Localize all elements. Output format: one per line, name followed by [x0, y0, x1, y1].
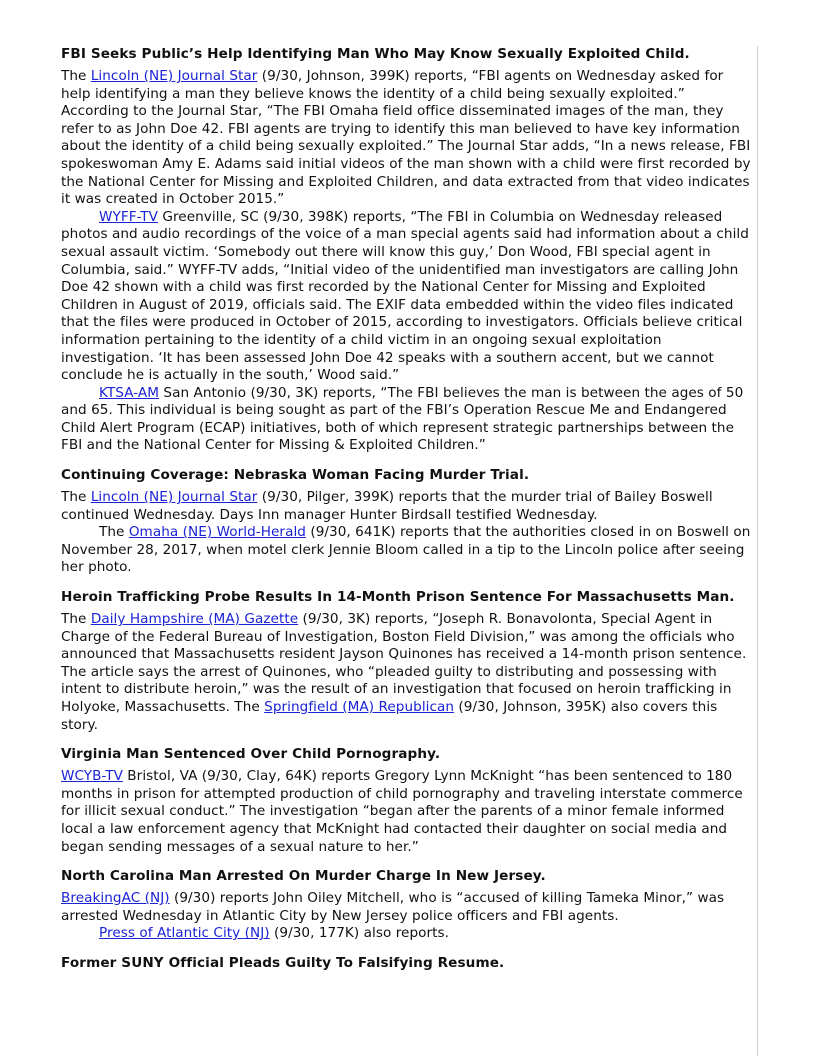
source-link[interactable]: Press of Atlantic City (NJ)	[99, 925, 270, 942]
article-paragraph: The Lincoln (NE) Journal Star (9/30, Johnson, 399K) reports, “FBI agents on Wednesday asked for help identifying a man they believe knows the identity of a child being sexually exploited.” According to the Journal Star, “The FBI Omaha field office disseminated images of the man, they refer to as John Doe 42. FBI agents are trying to identify this man believed to have key information about the identity of a child being sexually exploited.” The Journal Star adds, “In a news release, FBI spokeswoman Amy E. Adams said initial videos of the man shown with a child were first recorded by the National Center for Missing and Exploited Children, and data extracted from that video indicates it was created in October 2015.”	[61, 68, 751, 208]
source-link[interactable]: KTSA-AM	[99, 384, 160, 401]
article	[61, 467, 751, 577]
article-paragraph: The Lincoln (NE) Journal Star (9/30, Pilger, 399K) reports that the murder trial of Bailey Boswell continued Wednesday. Days Inn manager Hunter Birdsall testified Wednesday.	[61, 489, 713, 523]
source-link[interactable]: WYFF-TV	[99, 208, 158, 225]
article	[61, 46, 751, 455]
source-link[interactable]: Daily Hampshire (MA) Gazette	[90, 611, 299, 628]
source-link[interactable]: Lincoln (NE) Journal Star	[90, 489, 258, 506]
article	[61, 746, 751, 856]
article-headline: Virginia Man Sentenced Over Child Pornography.	[61, 746, 441, 763]
article-headline: North Carolina Man Arrested On Murder Charge In New Jersey.	[61, 868, 546, 885]
article-headline: FBI Seeks Public’s Help Identifying Man Who May Know Sexually Exploited Child.	[61, 46, 690, 62]
article-headline: Continuing Coverage: Nebraska Woman Facing Murder Trial.	[61, 467, 530, 484]
source-link[interactable]: Lincoln (NE) Journal Star	[90, 68, 258, 84]
article-headline: Former SUNY Official Pleads Guilty To Falsifying Resume.	[61, 954, 505, 971]
column-divider	[757, 46, 758, 1056]
article-paragraph: Press of Atlantic City (NJ) (9/30, 177K) also reports.	[99, 925, 450, 942]
article-paragraph: The Daily Hampshire (MA) Gazette (9/30, 3K) reports, “Joseph R. Bonavolonta, Special Agent in Charge of the Federal Bureau of Investigation, Boston Field Division,” was among the officials who announced that Massachusetts resident Jayson Quinones has received a 14-month prison sentence. The article says the arrest of Quinones, who “pleaded guilty to distributing and possessing with intent to distribute heroin,” was the result of an investigation that focused on heroin trafficking in Holyoke, Massachusetts. The Springfield (MA) Republican (9/30, Johnson, 395K) also covers this story.	[61, 611, 747, 733]
source-link[interactable]: Omaha (NE) World-Herald	[128, 524, 306, 541]
article	[61, 589, 751, 734]
article-paragraph: KTSA-AM San Antonio (9/30, 3K) reports, “The FBI believes the man is between the ages of 50 and 65. This individual is being sought as part of the FBI’s Operation Rescue Me and Endangered Child Alert Program (ECAP) initiatives, both of which represent strategic partnerships between the FBI and the National Center for Missing & Exploited Children.”	[61, 384, 744, 454]
news-clips-page	[61, 46, 751, 984]
source-link[interactable]: WCYB-TV	[61, 768, 123, 785]
article	[61, 868, 751, 943]
article-paragraph: WYFF-TV Greenville, SC (9/30, 398K) reports, “The FBI in Columbia on Wednesday released photos and audio recordings of the voice of a man special agents said had information about a child sexual assault victim. ‘Somebody out there will know this guy,’ Don Wood, FBI special agent in Columbia, said.” WYFF-TV adds, “Initial video of the unidentified man investigators are calling John Doe 42 shown with a child was first recorded by the National Center for Missing and Exploited Children in August of 2019, officials said. The EXIF data embedded within the video files indicated that the files were produced in October of 2015, according to investigators. Officials believe critical information pertaining to the identity of a child victim in an ongoing sexual exploitation investigation. ‘It has been assessed John Doe 42 speaks with a southern accent, but we cannot conclude he is actually in the south,’ Wood said.”	[61, 208, 749, 384]
source-link[interactable]: BreakingAC (NJ)	[61, 890, 170, 907]
article-paragraph: BreakingAC (NJ) (9/30) reports John Oiley Mitchell, who is “accused of killing Tameka Minor,” was arrested Wednesday in Atlantic City by New Jersey police officers and FBI agents.	[61, 890, 725, 924]
source-link[interactable]: Springfield (MA) Republican	[264, 699, 455, 715]
article-paragraph: WCYB-TV Bristol, VA (9/30, Clay, 64K) reports Gregory Lynn McKnight “has been sentenced to 180 months in prison for attempted production of child pornography and traveling interstate commerce for illicit sexual conduct.” The investigation “began after the parents of a minor female informed local a law enforcement agency that McKnight had contacted their daughter on social media and began sending messages of a sexual nature to her.”	[61, 768, 743, 855]
article-paragraph: The Omaha (NE) World-Herald (9/30, 641K) reports that the authorities closed in on Boswell on November 28, 2017, when motel clerk Jennie Bloom called in a tip to the Lincoln police after seeing her photo.	[61, 524, 751, 576]
article	[61, 955, 751, 972]
article-headline: Heroin Trafficking Probe Results In 14-Month Prison Sentence For Massachusetts Man.	[61, 589, 735, 606]
